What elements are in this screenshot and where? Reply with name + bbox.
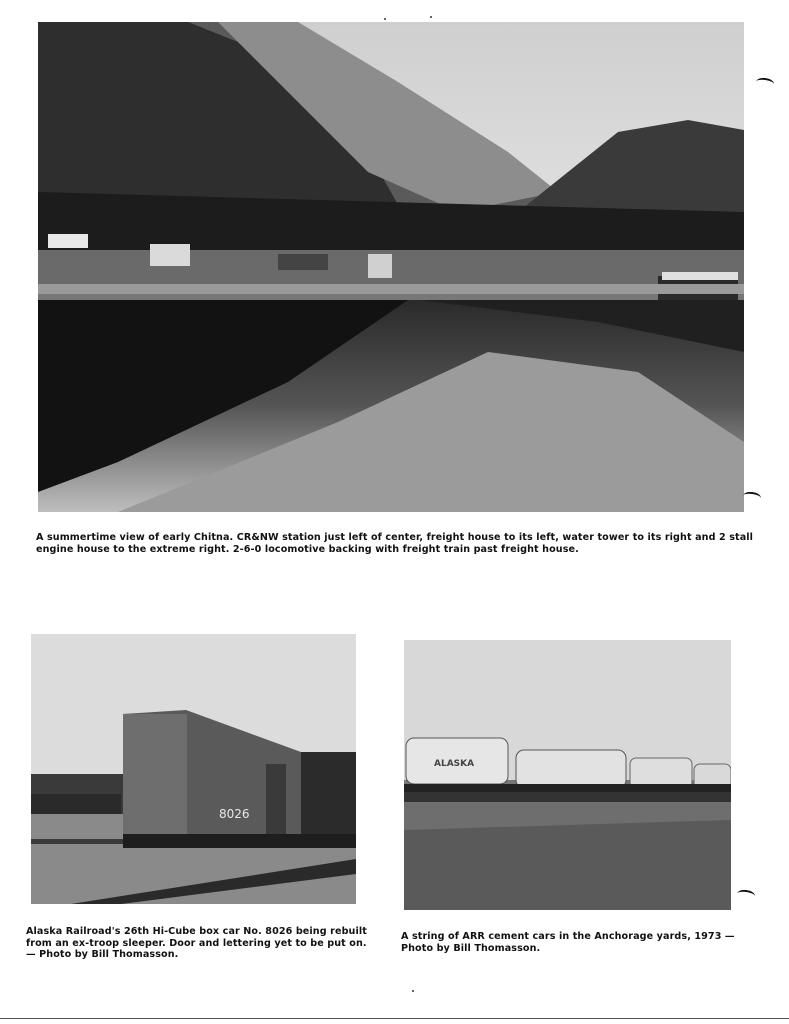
speck: [412, 990, 414, 992]
binder-mark: [742, 491, 761, 503]
chitna-photo: [38, 22, 744, 512]
caption-line: A string of ARR cement cars in the Anchorage yards, 1973 —: [401, 931, 735, 942]
speck: [430, 16, 432, 18]
boxcar-caption: [26, 926, 367, 961]
caption-line: A summertime view of early Chitna. CR&NW station just left of center, freight house to its left, water tower to its right and 2 stall: [36, 532, 754, 543]
caption-line: from an ex-troop sleeper. Door and lettering yet to be put on.: [26, 937, 367, 949]
car-number: 8026: [219, 807, 250, 821]
caption-line: Alaska Railroad's 26th Hi-Cube box car No. 8026 being rebuilt: [26, 926, 367, 937]
binder-mark: [755, 77, 774, 89]
cement-cars-caption: [401, 931, 735, 954]
page-edge-line: [0, 1018, 789, 1019]
car-lettering: ALASKA: [434, 759, 475, 769]
boxcar-photo: [31, 634, 356, 904]
cement-cars-photo: [404, 640, 731, 910]
caption-line: — Photo by Bill Thomasson.: [26, 949, 179, 960]
chitna-caption: [36, 532, 753, 555]
speck: [384, 18, 386, 20]
caption-line: engine house to the extreme right. 2-6-0 locomotive backing with freight train past freight house.: [36, 543, 579, 555]
caption-line: Photo by Bill Thomasson.: [401, 942, 541, 954]
binder-mark: [736, 889, 755, 901]
